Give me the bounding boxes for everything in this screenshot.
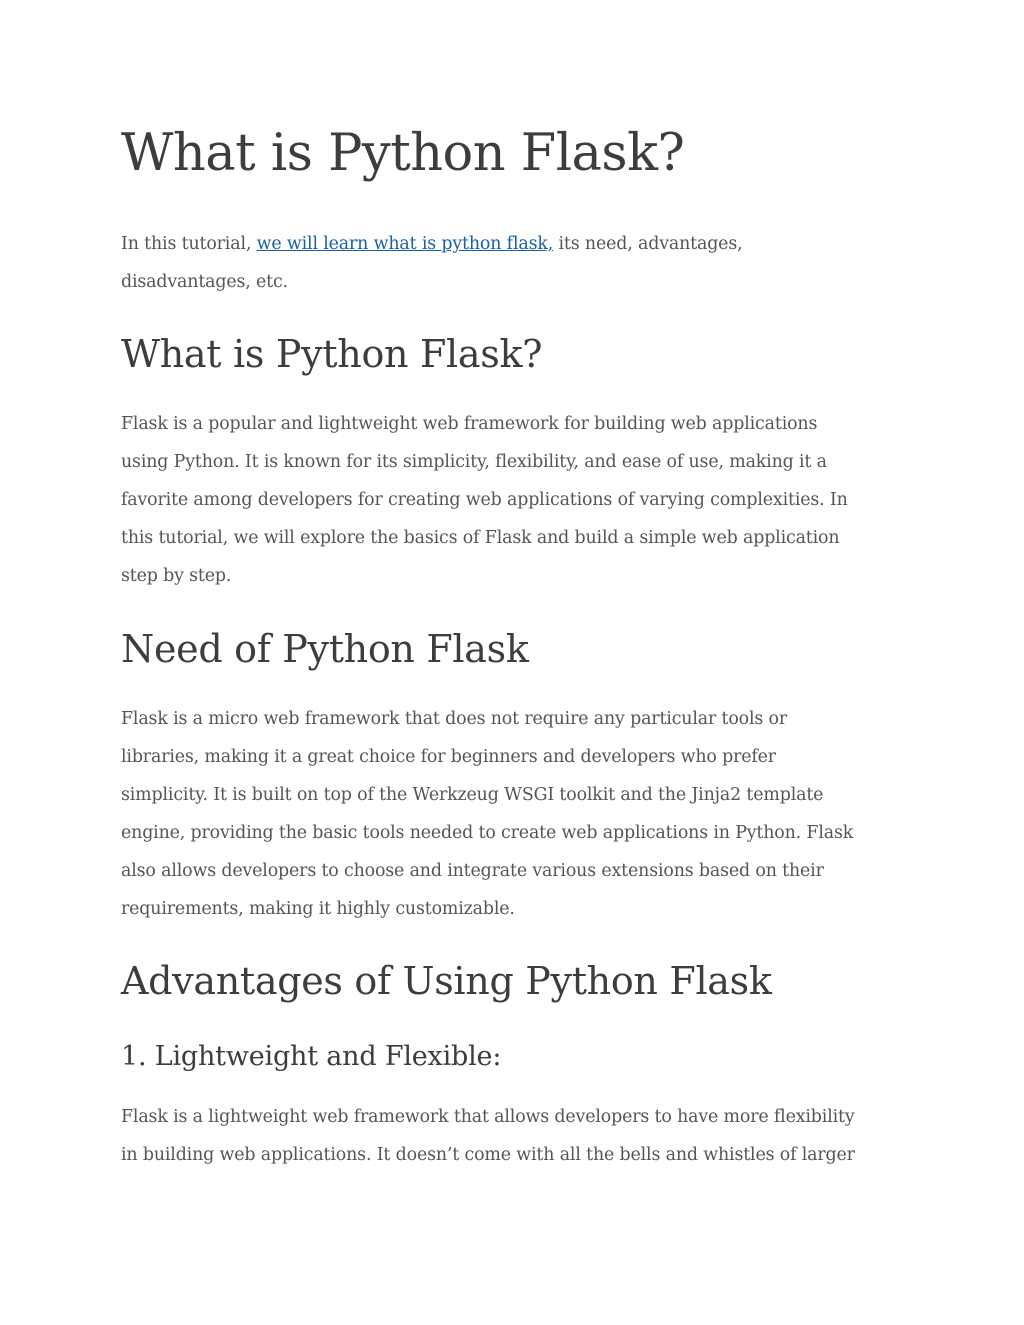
paragraph-line: using Python. It is known for its simplicity, flexibility, and ease of use, making it a <box>121 452 827 472</box>
paragraph-line: this tutorial, we will explore the basics of Flask and build a simple web application <box>121 528 840 548</box>
intro-line-2: disadvantages, etc. <box>121 272 288 292</box>
intro-prefix: In this tutorial, <box>121 234 257 254</box>
paragraph-line: in building web applications. It doesn’t come with all the bells and whistles of larger <box>121 1145 855 1165</box>
intro-suffix: its need, advantages, <box>553 234 743 254</box>
section-heading-advantages: Advantages of Using Python Flask <box>121 959 772 1003</box>
paragraph-line: engine, providing the basic tools needed to create web applications in Python. Flask <box>121 823 854 843</box>
intro-paragraph <box>121 225 921 301</box>
section-paragraph-need-of-flask <box>121 700 921 928</box>
paragraph-line: requirements, making it highly customizable. <box>121 899 515 919</box>
section-paragraph-lightweight <box>121 1098 921 1174</box>
paragraph-line: libraries, making it a great choice for beginners and developers who prefer <box>121 747 776 767</box>
section-heading-what-is-flask: What is Python Flask? <box>121 332 543 376</box>
paragraph-line: favorite among developers for creating web applications of varying complexities. In <box>121 490 848 510</box>
intro-link[interactable]: we will learn what is python flask, <box>256 234 554 254</box>
paragraph-line: also allows developers to choose and integrate various extensions based on their <box>121 861 824 881</box>
subsection-heading-lightweight: 1. Lightweight and Flexible: <box>121 1041 502 1072</box>
paragraph-line: simplicity. It is built on top of the Werkzeug WSGI toolkit and the Jinja2 template <box>121 785 824 805</box>
paragraph-line: Flask is a popular and lightweight web framework for building web applications <box>121 414 818 434</box>
paragraph-line: step by step. <box>121 566 232 586</box>
section-heading-need-of-flask: Need of Python Flask <box>121 627 529 671</box>
section-paragraph-what-is-flask <box>121 405 921 595</box>
intro-line-1 <box>121 225 921 263</box>
paragraph-line: Flask is a micro web framework that does not require any particular tools or <box>121 709 788 729</box>
paragraph-line: Flask is a lightweight web framework that allows developers to have more flexibility <box>121 1107 855 1127</box>
page-title: What is Python Flask? <box>121 124 685 183</box>
